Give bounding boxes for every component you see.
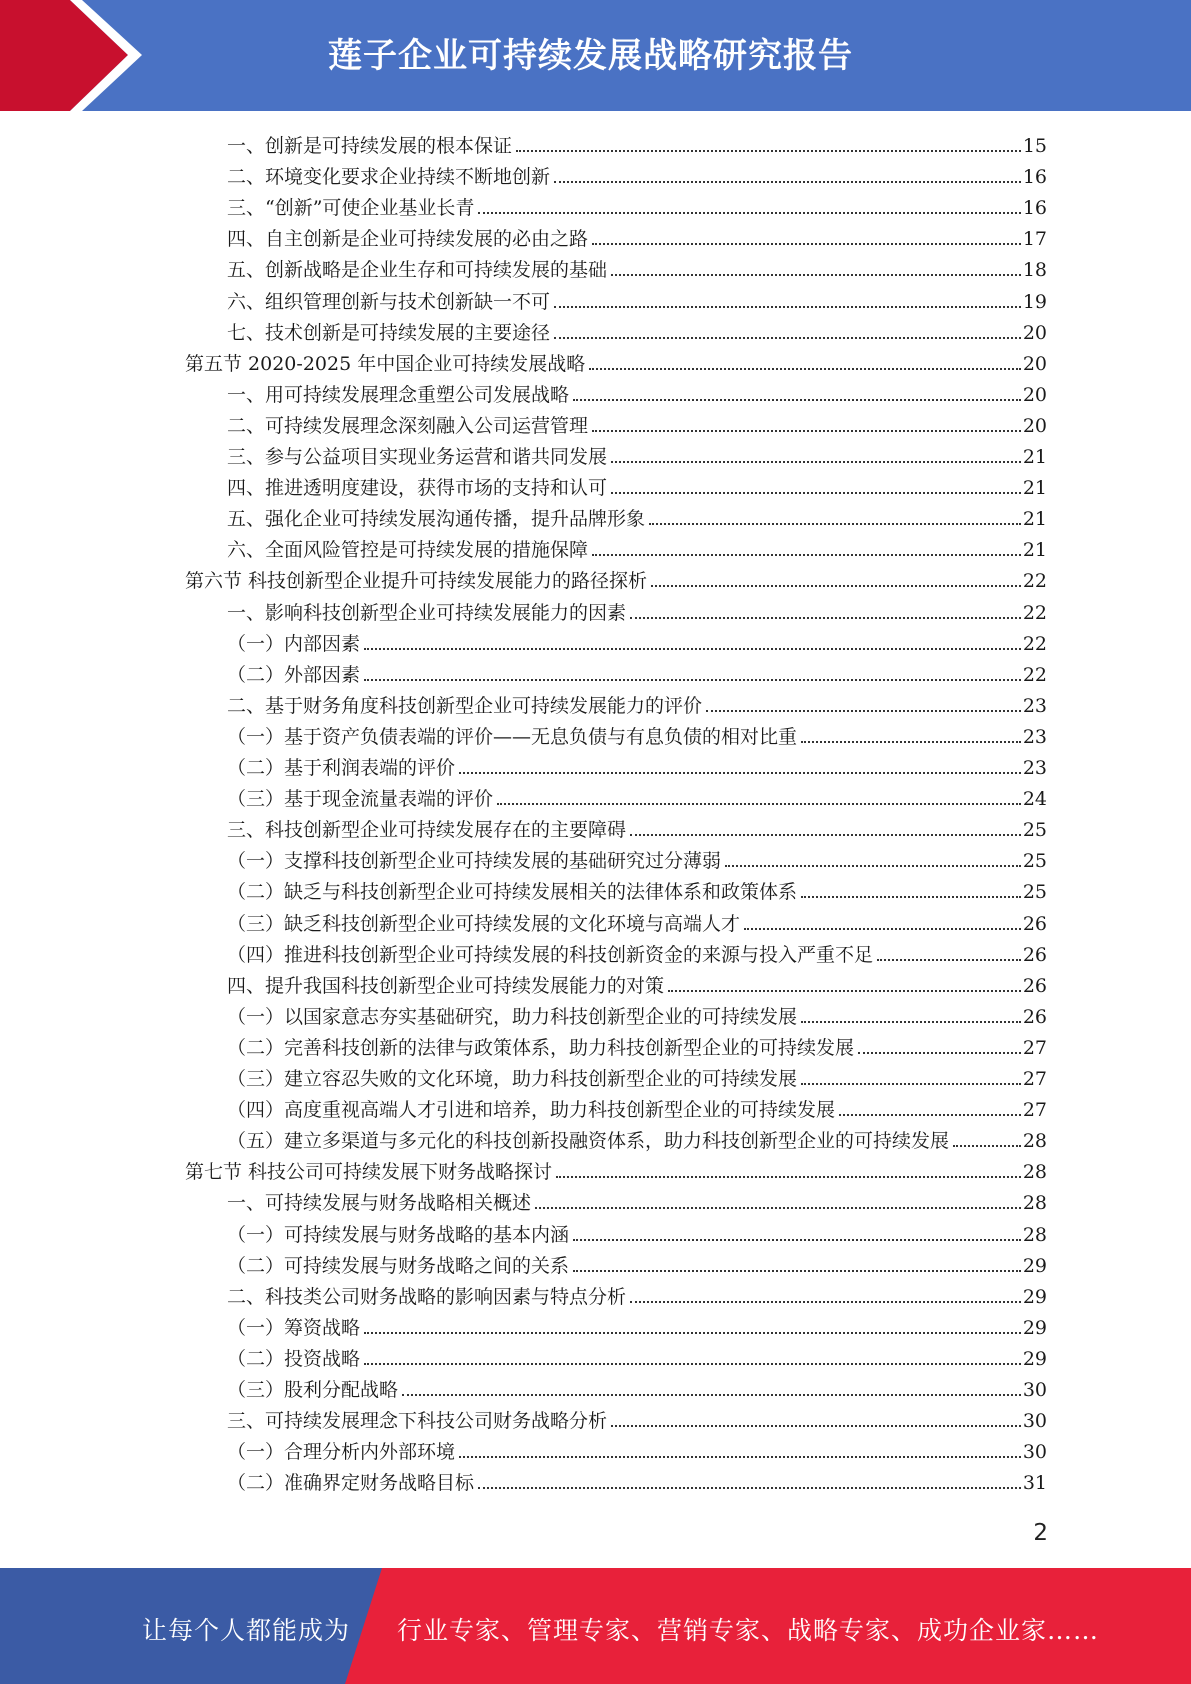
toc-entry-label: 四、推进透明度建设，获得市场的支持和认可	[227, 477, 608, 500]
toc-dot-leader	[554, 181, 1021, 183]
toc-dot-leader	[858, 1052, 1021, 1054]
toc-entry-page: 29	[1022, 1347, 1047, 1370]
toc-dot-leader	[573, 1270, 1021, 1272]
toc-entry[interactable]	[227, 1403, 1047, 1434]
toc-entry-label: （三）建立容忍失败的文化环境，助力科技创新型企业的可持续发展	[227, 1068, 798, 1090]
toc-entry[interactable]	[227, 595, 1047, 626]
toc-entry-page: 23	[1022, 757, 1047, 779]
toc-entry-label: 三、“创新”可使企业基业长青	[227, 197, 475, 220]
toc-entry-page: 16	[1022, 166, 1047, 189]
toc-dot-leader	[554, 306, 1021, 308]
toc-entry-page: 27	[1022, 1099, 1047, 1122]
toc-entry[interactable]	[227, 999, 1047, 1030]
toc-entry-page: 28	[1022, 1130, 1047, 1153]
toc-dot-leader	[801, 741, 1021, 743]
toc-entry-label: 三、科技创新型企业可持续发展存在的主要障碍	[227, 819, 627, 842]
toc-entry-label: （一）筹资战略	[227, 1316, 361, 1339]
toc-entry-page: 21	[1022, 508, 1047, 531]
toc-entry-page: 24	[1022, 788, 1047, 811]
toc-entry[interactable]	[227, 937, 1047, 968]
toc-entry-label: 第七节 科技公司可持续发展下财务战略探讨	[185, 1161, 553, 1184]
toc-entry[interactable]	[227, 626, 1047, 657]
toc-entry-page: 30	[1022, 1379, 1047, 1401]
toc-entry-label: 一、可持续发展与财务战略相关概述	[227, 1192, 532, 1215]
toc-dot-leader	[839, 1114, 1021, 1116]
toc-entry-label: （三）基于现金流量表端的评价	[227, 788, 494, 811]
toc-entry[interactable]	[227, 190, 1047, 221]
toc-entry-page: 22	[1022, 632, 1047, 655]
toc-entry-page: 22	[1022, 663, 1047, 686]
toc-dot-leader	[801, 1021, 1021, 1023]
toc-entry-label: （一）可持续发展与财务战略的基本内涵	[227, 1223, 570, 1246]
toc-entry[interactable]	[227, 750, 1047, 781]
toc-dot-leader	[630, 617, 1021, 619]
toc-entry-page: 28	[1022, 1223, 1047, 1246]
toc-entry-label: 五、创新战略是企业生存和可持续发展的基础	[227, 259, 608, 282]
toc-dot-leader	[554, 337, 1021, 339]
toc-entry-label: 四、提升我国科技创新型企业可持续发展能力的对策	[227, 974, 665, 997]
toc-entry-page: 31	[1022, 1472, 1047, 1495]
toc-entry[interactable]	[227, 781, 1047, 812]
toc-dot-leader	[649, 523, 1021, 525]
toc-entry[interactable]	[227, 657, 1047, 688]
toc-entry-page: 25	[1022, 881, 1047, 904]
footer-slogan-right: 行业专家、管理专家、营销专家、战略专家、成功企业家……	[397, 1616, 1100, 1645]
toc-entry-page: 19	[1022, 290, 1047, 313]
toc-entry-page: 21	[1022, 477, 1047, 500]
toc-dot-leader	[364, 1363, 1021, 1365]
toc-entry[interactable]	[227, 221, 1047, 252]
toc-entry[interactable]	[227, 128, 1047, 159]
toc-entry-page: 27	[1022, 1068, 1047, 1090]
page-number: 2	[1033, 1520, 1048, 1546]
toc-entry[interactable]	[227, 1341, 1047, 1372]
toc-dot-leader	[402, 1394, 1021, 1396]
toc-entry-page: 28	[1022, 1192, 1047, 1215]
toc-dot-leader	[611, 492, 1021, 494]
toc-dot-leader	[630, 834, 1021, 836]
toc-entry-label: 三、可持续发展理念下科技公司财务战略分析	[227, 1410, 608, 1433]
toc-dot-leader	[801, 896, 1021, 898]
toc-dot-leader	[706, 710, 1021, 712]
toc-entry-page: 28	[1022, 1161, 1047, 1184]
toc-entry-label: （三）缺乏科技创新型企业可持续发展的文化环境与高端人才	[227, 912, 741, 935]
toc-entry[interactable]	[227, 1217, 1047, 1248]
toc-entry-label: 一、创新是可持续发展的根本保证	[227, 135, 513, 157]
toc-entry-page: 15	[1022, 135, 1047, 157]
toc-entry-page: 23	[1022, 694, 1047, 717]
header-arrow-decoration	[0, 0, 160, 111]
toc-dot-leader	[953, 1145, 1021, 1147]
toc-dot-leader	[364, 648, 1021, 650]
toc-entry-page: 23	[1022, 725, 1047, 748]
toc-dot-leader	[592, 554, 1021, 556]
toc-entry-page: 26	[1022, 1005, 1047, 1028]
toc-entry[interactable]	[227, 159, 1047, 190]
toc-entry[interactable]	[227, 1465, 1047, 1496]
toc-dot-leader	[877, 959, 1021, 961]
toc-entry-label: （一）内部因素	[227, 632, 361, 655]
toc-entry-page: 30	[1022, 1441, 1047, 1464]
toc-entry-label: 一、用可持续发展理念重塑公司发展战略	[227, 383, 570, 406]
toc-entry-label: （一）以国家意志夯实基础研究，助力科技创新型企业的可持续发展	[227, 1005, 798, 1028]
toc-entry[interactable]	[227, 906, 1047, 937]
toc-dot-leader	[478, 1487, 1021, 1489]
toc-dot-leader	[668, 990, 1021, 992]
toc-entry[interactable]	[227, 688, 1047, 719]
toc-entry-label: （一）支撑科技创新型企业可持续发展的基础研究过分薄弱	[227, 850, 722, 873]
toc-entry-label: 二、可持续发展理念深刻融入公司运营管理	[227, 414, 589, 437]
page-footer	[0, 1568, 1191, 1684]
toc-entry[interactable]	[227, 1123, 1047, 1154]
toc-entry[interactable]	[227, 874, 1047, 905]
page-header	[0, 0, 1191, 111]
toc-dot-leader	[478, 212, 1020, 214]
toc-entry-page: 18	[1022, 259, 1047, 282]
footer-slogan-left: 让每个人都能成为	[142, 1616, 351, 1645]
toc-entry-page: 27	[1022, 1036, 1047, 1059]
toc-entry-page: 20	[1022, 352, 1047, 375]
toc-entry-label: （一）合理分析内外部环境	[227, 1441, 456, 1464]
toc-dot-leader	[744, 928, 1021, 930]
toc-dot-leader	[725, 865, 1021, 867]
toc-entry-label: （二）完善科技创新的法律与政策体系，助力科技创新型企业的可持续发展	[227, 1036, 855, 1059]
toc-entry-label: （三）股利分配战略	[227, 1379, 399, 1401]
toc-entry[interactable]	[227, 968, 1047, 999]
toc-entry[interactable]	[227, 315, 1047, 346]
toc-dot-leader	[611, 461, 1021, 463]
toc-entry[interactable]	[227, 439, 1047, 470]
toc-entry-page: 25	[1022, 850, 1047, 873]
toc-entry-page: 29	[1022, 1316, 1047, 1339]
toc-section-entry[interactable]	[185, 1154, 1047, 1185]
toc-entry-label: 二、科技类公司财务战略的影响因素与特点分析	[227, 1285, 627, 1308]
toc-entry-page: 29	[1022, 1254, 1047, 1277]
toc-entry[interactable]	[227, 1372, 1047, 1403]
toc-entry-label: 六、全面风险管控是可持续发展的措施保障	[227, 539, 589, 562]
toc-section-entry[interactable]	[185, 563, 1047, 594]
toc-entry[interactable]	[227, 1092, 1047, 1123]
toc-entry[interactable]	[227, 532, 1047, 563]
toc-entry[interactable]	[227, 252, 1047, 283]
toc-entry[interactable]	[227, 1279, 1047, 1310]
toc-entry-label: （四）高度重视高端人才引进和培养，助力科技创新型企业的可持续发展	[227, 1099, 836, 1122]
toc-entry[interactable]	[227, 284, 1047, 315]
toc-dot-leader	[535, 1207, 1021, 1209]
toc-entry[interactable]	[227, 470, 1047, 501]
toc-entry-page: 22	[1022, 570, 1047, 593]
toc-entry-label: （一）基于资产负债表端的评价——无息负债与有息负债的相对比重	[227, 725, 798, 748]
toc-entry-label: 二、基于财务角度科技创新型企业可持续发展能力的评价	[227, 694, 703, 717]
toc-dot-leader	[497, 803, 1021, 805]
toc-entry-label: （四）推进科技创新型企业可持续发展的科技创新资金的来源与投入严重不足	[227, 943, 874, 966]
toc-dot-leader	[611, 274, 1021, 276]
toc-dot-leader	[459, 772, 1021, 774]
toc-entry-page: 22	[1022, 601, 1047, 624]
toc-entry-page: 21	[1022, 446, 1047, 468]
toc-dot-leader	[611, 1425, 1021, 1427]
toc-entry[interactable]	[227, 843, 1047, 874]
toc-entry-page: 30	[1022, 1410, 1047, 1433]
toc-dot-leader	[592, 243, 1021, 245]
toc-entry-page: 26	[1022, 974, 1047, 997]
toc-entry-page: 17	[1022, 228, 1047, 251]
toc-entry[interactable]	[227, 377, 1047, 408]
toc-entry-label: 五、强化企业可持续发展沟通传播，提升品牌形象	[227, 508, 646, 531]
toc-dot-leader	[516, 150, 1021, 152]
toc-dot-leader	[630, 1301, 1021, 1303]
toc-entry-page: 26	[1022, 912, 1047, 935]
toc-entry-page: 26	[1022, 943, 1047, 966]
toc-dot-leader	[573, 399, 1021, 401]
toc-entry-label: 六、组织管理创新与技术创新缺一不可	[227, 290, 551, 313]
toc-entry[interactable]	[227, 1310, 1047, 1341]
toc-entry-label: （五）建立多渠道与多元化的科技创新投融资体系，助力科技创新型企业的可持续发展	[227, 1130, 950, 1153]
toc-entry[interactable]	[227, 719, 1047, 750]
toc-entry[interactable]	[227, 501, 1047, 532]
toc-entry[interactable]	[227, 1061, 1047, 1092]
toc-entry-page: 29	[1022, 1285, 1047, 1308]
toc-entry[interactable]	[227, 812, 1047, 843]
toc-entry-label: （二）投资战略	[227, 1347, 361, 1370]
toc-entry-label: 第六节 科技创新型企业提升可持续发展能力的路径探析	[185, 570, 648, 593]
toc-entry-label: （二）基于利润表端的评价	[227, 757, 456, 779]
toc-entry-label: 第五节 2020-2025 年中国企业可持续发展战略	[185, 352, 586, 375]
toc-entry[interactable]	[227, 1248, 1047, 1279]
toc-entry-label: （二）准确界定财务战略目标	[227, 1472, 475, 1495]
toc-entry-label: 二、环境变化要求企业持续不断地创新	[227, 166, 551, 189]
toc-entry-page: 20	[1022, 414, 1047, 437]
toc-entry-page: 25	[1022, 819, 1047, 842]
toc-entry[interactable]	[227, 1434, 1047, 1465]
toc-dot-leader	[592, 430, 1021, 432]
toc-entry-label: 四、自主创新是企业可持续发展的必由之路	[227, 228, 589, 251]
toc-dot-leader	[573, 1239, 1021, 1241]
toc-dot-leader	[364, 1332, 1021, 1334]
toc-entry[interactable]	[227, 1030, 1047, 1061]
report-title: 莲子企业可持续发展战略研究报告	[328, 36, 853, 76]
toc-entry-label: （二）可持续发展与财务战略之间的关系	[227, 1254, 570, 1277]
toc-entry-label: 七、技术创新是可持续发展的主要途径	[227, 321, 551, 344]
toc-dot-leader	[364, 679, 1021, 681]
toc-dot-leader	[459, 1456, 1021, 1458]
toc-entry-label: （二）缺乏与科技创新型企业可持续发展相关的法律体系和政策体系	[227, 881, 798, 904]
toc-entry-page: 16	[1022, 197, 1047, 220]
toc-dot-leader	[651, 585, 1021, 587]
toc-dot-leader	[801, 1083, 1021, 1085]
toc-entry-label: （二）外部因素	[227, 663, 361, 686]
toc-dot-leader	[589, 368, 1021, 370]
toc-entry-page: 20	[1022, 321, 1047, 344]
toc-entry-page: 21	[1022, 539, 1047, 562]
toc-entry-page: 20	[1022, 383, 1047, 406]
toc-entry[interactable]	[227, 408, 1047, 439]
toc-entry-label: 一、影响科技创新型企业可持续发展能力的因素	[227, 601, 627, 624]
toc-entry[interactable]	[227, 1185, 1047, 1216]
toc-dot-leader	[556, 1176, 1021, 1178]
toc-section-entry[interactable]	[185, 346, 1047, 377]
toc-entry-label: 三、参与公益项目实现业务运营和谐共同发展	[227, 446, 608, 468]
